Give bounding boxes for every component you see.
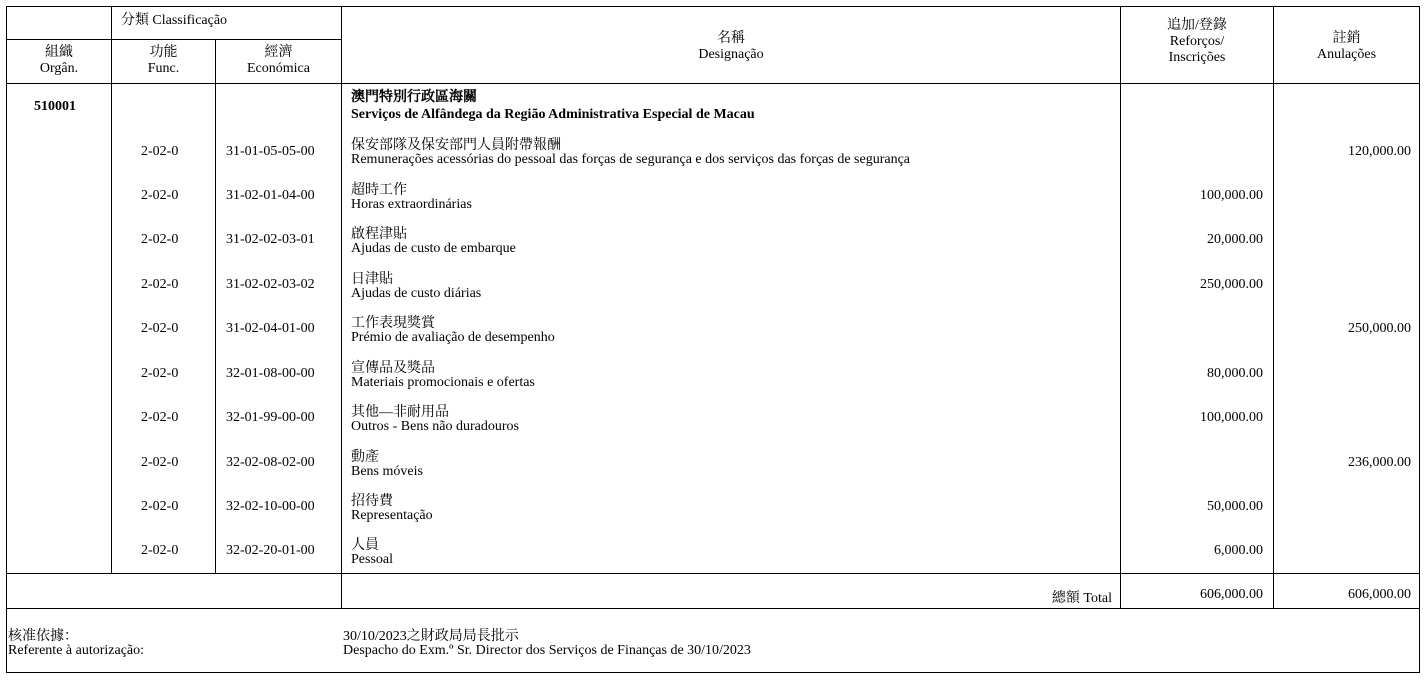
row-divider bbox=[7, 83, 1419, 84]
row-func: 2-02-0 bbox=[141, 188, 179, 203]
row-designation-pt: Remunerações acessórias do pessoal das forças de segurança e dos serviços das forças de segurança bbox=[351, 152, 910, 167]
row-func: 2-02-0 bbox=[141, 232, 179, 247]
row-divider bbox=[7, 39, 341, 40]
row-func: 2-02-0 bbox=[141, 144, 179, 159]
row-reforcos: 50,000.00 bbox=[1207, 499, 1263, 514]
row-reforcos: 100,000.00 bbox=[1200, 410, 1263, 425]
row-econ: 32-02-08-02-00 bbox=[226, 455, 315, 470]
row-reforcos: 6,000.00 bbox=[1214, 543, 1263, 558]
row-designation-pt: Bens móveis bbox=[351, 464, 423, 479]
header-anulacoes bbox=[1274, 31, 1419, 63]
row-econ: 32-02-20-01-00 bbox=[226, 543, 315, 558]
row-econ: 31-01-05-05-00 bbox=[226, 144, 315, 159]
row-designation-zh: 其他—非耐用品 bbox=[351, 405, 449, 420]
entity-name-pt: Serviços de Alfândega da Região Administrativa Especial de Macau bbox=[351, 107, 755, 122]
header-designation-zh: 名稱 bbox=[717, 31, 745, 46]
row-designation-zh: 招待費 bbox=[351, 494, 393, 509]
header-organ bbox=[7, 45, 111, 77]
row-divider bbox=[7, 608, 1419, 609]
col-divider bbox=[1120, 7, 1121, 608]
row-reforcos: 250,000.00 bbox=[1200, 277, 1263, 292]
row-func: 2-02-0 bbox=[141, 410, 179, 425]
header-designation bbox=[342, 31, 1120, 63]
row-designation-zh: 日津貼 bbox=[351, 272, 393, 287]
row-econ: 32-02-10-00-00 bbox=[226, 499, 315, 514]
row-func: 2-02-0 bbox=[141, 543, 179, 558]
row-designation-pt: Pessoal bbox=[351, 552, 393, 567]
basis-label-zh: 核准依據： bbox=[8, 629, 78, 644]
row-designation-zh: 超時工作 bbox=[351, 183, 407, 198]
total-label: 總額 Total bbox=[1051, 591, 1112, 606]
header-reforcos-pt1: Reforços/ bbox=[1169, 34, 1225, 49]
row-econ: 32-01-08-00-00 bbox=[226, 366, 315, 381]
row-func: 2-02-0 bbox=[141, 499, 179, 514]
col-divider bbox=[341, 7, 342, 608]
row-designation-zh: 人員 bbox=[351, 538, 379, 553]
header-reforcos-pt2: Inscrições bbox=[1168, 50, 1226, 65]
entity-name-zh: 澳門特別行政區海關 bbox=[351, 90, 477, 105]
budget-table bbox=[6, 6, 1420, 673]
row-designation-zh: 保安部隊及保安部門人員附帶報酬 bbox=[351, 138, 561, 153]
header-reforcos-zh: 追加/登錄 bbox=[1167, 18, 1227, 33]
row-func: 2-02-0 bbox=[141, 455, 179, 470]
authorization-zh: 30/10/2023之財政局局長批示 bbox=[343, 629, 519, 644]
header-classification: 分類 Classificação bbox=[120, 13, 228, 28]
total-reforcos: 606,000.00 bbox=[1200, 587, 1263, 602]
row-designation-pt: Outros - Bens não duradouros bbox=[351, 419, 519, 434]
row-econ: 31-02-02-03-02 bbox=[226, 277, 315, 292]
row-designation-zh: 動產 bbox=[351, 450, 379, 465]
row-designation-pt: Prémio de avaliação de desempenho bbox=[351, 330, 555, 345]
row-func: 2-02-0 bbox=[141, 321, 179, 336]
row-reforcos: 20,000.00 bbox=[1207, 232, 1263, 247]
row-designation-pt: Representação bbox=[351, 508, 433, 523]
row-func: 2-02-0 bbox=[141, 277, 179, 292]
header-organ-zh: 組織 bbox=[45, 45, 73, 60]
header-econ-zh: 經濟 bbox=[264, 45, 293, 60]
row-designation-zh: 宣傳品及獎品 bbox=[351, 361, 435, 376]
row-anulacoes: 120,000.00 bbox=[1348, 144, 1411, 159]
header-econ-pt: Económica bbox=[247, 61, 310, 76]
header-func-pt: Func. bbox=[147, 61, 180, 76]
row-econ: 32-01-99-00-00 bbox=[226, 410, 315, 425]
row-reforcos: 80,000.00 bbox=[1207, 366, 1263, 381]
row-designation-pt: Horas extraordinárias bbox=[351, 197, 472, 212]
col-divider bbox=[1273, 7, 1274, 608]
row-anulacoes: 250,000.00 bbox=[1348, 321, 1411, 336]
row-econ: 31-02-02-03-01 bbox=[226, 232, 315, 247]
header-func bbox=[112, 45, 215, 77]
row-econ: 31-02-04-01-00 bbox=[226, 321, 315, 336]
authorization-pt: Despacho do Exm.º Sr. Director dos Serviços de Finanças de 30/10/2023 bbox=[343, 643, 751, 658]
header-anulacoes-pt: Anulações bbox=[1316, 47, 1377, 62]
total-anulacoes: 606,000.00 bbox=[1348, 587, 1411, 602]
entity-code: 510001 bbox=[34, 99, 76, 114]
header-func-zh: 功能 bbox=[149, 45, 178, 60]
row-designation-zh: 啟程津貼 bbox=[351, 227, 407, 242]
row-designation-pt: Materiais promocionais e ofertas bbox=[351, 375, 535, 390]
row-designation-pt: Ajudas de custo diárias bbox=[351, 286, 482, 301]
header-organ-pt: Orgân. bbox=[39, 61, 79, 76]
row-reforcos: 100,000.00 bbox=[1200, 188, 1263, 203]
row-econ: 31-02-01-04-00 bbox=[226, 188, 315, 203]
row-designation-zh: 工作表現獎賞 bbox=[351, 316, 435, 331]
header-econ bbox=[216, 45, 341, 77]
row-func: 2-02-0 bbox=[141, 366, 179, 381]
header-reforcos bbox=[1121, 18, 1273, 66]
col-divider bbox=[111, 7, 112, 573]
col-divider bbox=[215, 39, 216, 573]
row-designation-pt: Ajudas de custo de embarque bbox=[351, 241, 516, 256]
header-anulacoes-zh: 註銷 bbox=[1332, 31, 1361, 46]
row-divider bbox=[7, 573, 1419, 574]
row-anulacoes: 236,000.00 bbox=[1348, 455, 1411, 470]
basis-label-pt: Referente à autorização: bbox=[8, 643, 145, 658]
header-designation-pt: Designação bbox=[698, 47, 764, 62]
